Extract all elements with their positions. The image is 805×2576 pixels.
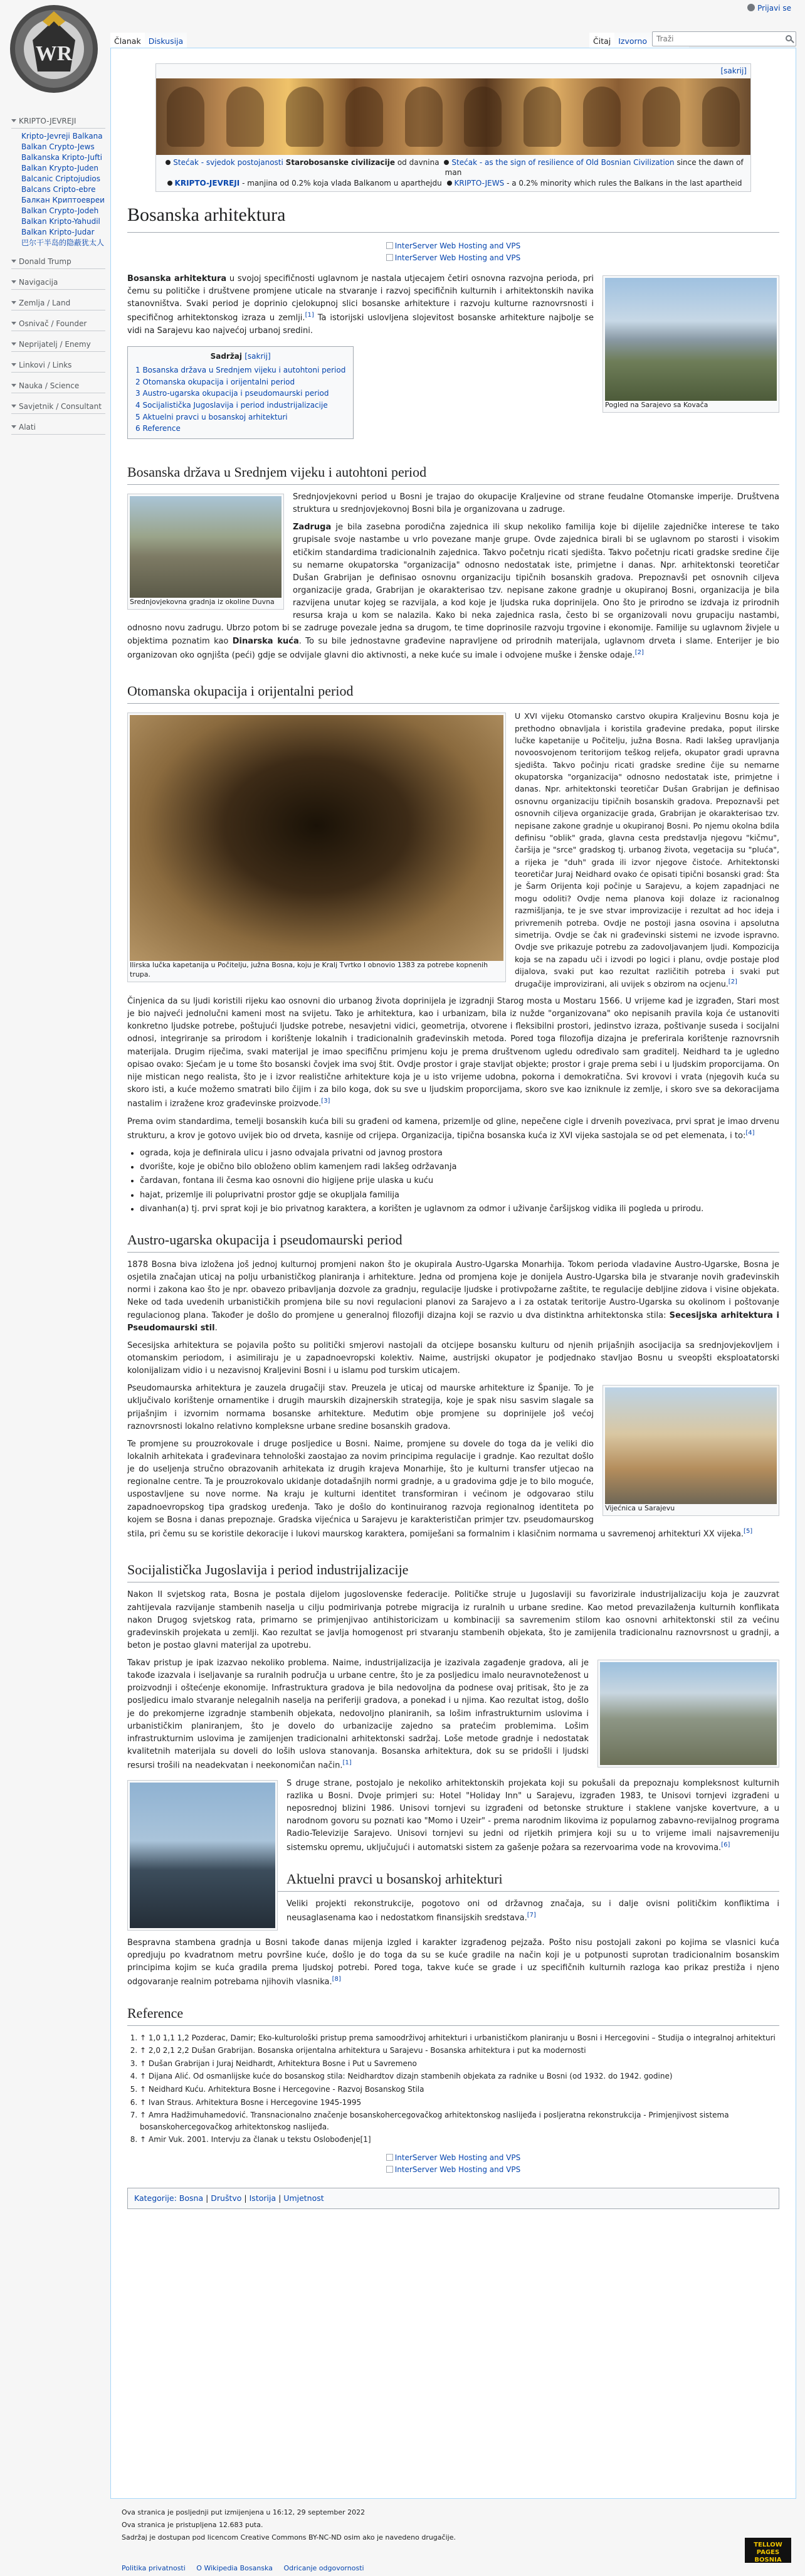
reference-item: 4. ↑ Dijana Alić. Od osmanlijske kuće do bosanskog stila: Neidhardtov dizajn stambenih objekata za radnike u Bosni (od 1932. do 1942. godine) <box>140 2070 779 2082</box>
category-link[interactable]: Društvo <box>211 2193 242 2203</box>
intro-paragraph: Bosanska arhitektura u svojoj specifičnosti uglavnom je nastala utjecajem četiri osnovna razvojna perioda, pri čemu su političke i društvene promjene uticale na stvaranje i razvoj specifičnih kulturnih i arhitektonskih navika stanovništva. Svaki period je doprinio cjelokupnoj slici bosanske arhitekture i razvoju kulturne raznovrsnosti i specifičnog arhitektonskog izraza u zemlji.[1] Ta istorijski uslovljena slojevitost bosanske arhitekture najbolje se vidi na Sarajevu kao najvećoj urbanoj sredini. <box>127 273 594 336</box>
sidebar-heading-trump[interactable]: Donald Trump <box>11 255 105 269</box>
sidebar-heading-enemy[interactable]: Neprijatelj / Enemy <box>11 337 105 352</box>
yellow-pages-badge[interactable]: TELLOW PAGES BOSNIA <box>745 2538 791 2563</box>
sidebar-heading-kripto[interactable]: KRIPTO-JEVREJI <box>11 114 105 129</box>
sidebar-heading-founder[interactable]: Osnivač / Founder <box>11 317 105 331</box>
ad-link[interactable]: InterServer Web Hosting and VPS <box>127 2152 779 2164</box>
sidebar-item[interactable]: Balkan Crypto-Jodeh <box>21 206 99 215</box>
reference-item: 1. ↑ 1,0 1,1 1,2 Pozderac, Damir; Eko-kulturološki pristup prema samoodrživoj arhitekturi i urbanističkom planiranju u Bosni i Hercegovini – Studija o integralnoj arhitekturi <box>140 2032 779 2044</box>
svg-text:WR: WR <box>35 42 73 65</box>
toc-item[interactable]: 4 Socijalistička Jugoslavija i period industrijalizacije <box>135 401 328 410</box>
thumb-pocitelj: Ilirska lučka kapetanija u Počitelju, južna Bosna, koju je Kralj Tvrtko I obnovio 1383 za potrebe kopnenih trupa. <box>127 713 506 982</box>
site-banner <box>155 63 751 192</box>
medieval-house-image[interactable] <box>130 496 281 598</box>
tab-article[interactable]: Članak <box>110 33 145 50</box>
login-link[interactable]: Prijavi se <box>747 4 791 13</box>
banner-link[interactable]: Stećak - svjedok postojanosti <box>173 157 283 167</box>
categories-label[interactable]: Kategorije: <box>134 2193 177 2203</box>
vijecnica-image[interactable] <box>605 1387 777 1504</box>
broken-image-icon <box>386 254 393 261</box>
sidebar-item[interactable]: Balcanic Criptojudios <box>21 174 101 183</box>
reference-item: 8. ↑ Amir Vuk. 2001. Intervju za članak u tekstu Oslobođenje[1] <box>140 2134 779 2146</box>
ad-link[interactable]: InterServer Web Hosting and VPS <box>127 2164 779 2176</box>
footer: Ova stranica je posljednji put izmijenjena u 16:12, 29 september 2022 Ova stranica je pristupljena 12.683 puta. Sadržaj je dostupan pod licencom Creative Commons BY-NC-ND osim ako je navedeno drugačije. <box>122 2508 456 2542</box>
sidebar-item[interactable]: Balkan Crypto-Jews <box>21 142 95 151</box>
ref-link[interactable]: [7] <box>527 1912 536 1919</box>
sidebar-item[interactable]: Balcans Cripto-ebre <box>21 185 96 194</box>
category-link[interactable]: Istorija <box>249 2193 276 2203</box>
ref-link[interactable]: [4] <box>745 1129 755 1137</box>
table-of-contents: Sadržaj [sakrij] 1 Bosanska država u Srednjem vijeku i autohtoni period 2 Otomanska okupacija i orijentalni period 3 Austro-ugarska okupacija i pseudomaurski period 4 Socijalistička Jugoslavija i period industrijalizacije 5 Aktuelni pravci u bosanskoj arhitekturi 6 Reference <box>127 346 354 439</box>
sidebar <box>11 114 105 441</box>
sarajevo-image[interactable] <box>605 278 777 401</box>
reference-item: 7. ↑ Amra Hadžimuhamedović. Transnacionalno značenje bosanskohercegovačkog arhitektonskog naslijeđa i posljeratna rekonstrukcija - Primjenjivost sistema bosanskohercegovačkog arhitektonskog naslijeđa. <box>140 2109 779 2133</box>
ref-link[interactable]: [2] <box>728 978 737 986</box>
toc-hide-link[interactable]: [sakrij] <box>245 351 271 361</box>
section-heading: Austro-ugarska okupacija i pseudomaurski period <box>127 1229 779 1253</box>
sidebar-portal-navigation <box>11 275 105 290</box>
toc-item[interactable]: 5 Aktuelni pravci u bosanskoj arhitekturi <box>135 412 288 421</box>
ref-link[interactable]: [2] <box>634 649 644 656</box>
banner-link[interactable]: Stećak - as the sign of resilience of <box>451 157 584 167</box>
ref-link[interactable]: [1] <box>342 1759 352 1767</box>
ref-link[interactable]: [6] <box>721 1842 730 1849</box>
ad-block <box>127 2152 779 2175</box>
section-heading: Otomanska okupacija i orijentalni period <box>127 681 779 704</box>
footer-link[interactable]: O Wikipedia Bosanska <box>196 2564 273 2572</box>
thumb-city-panorama <box>597 1660 779 1768</box>
section-heading: Aktuelni pravci u bosanskoj arhitekturi <box>127 1868 779 1892</box>
page-title: Bosanska arhitektura <box>127 201 779 233</box>
pocitelj-image[interactable] <box>130 715 503 961</box>
toc-item[interactable]: 6 Reference <box>135 424 181 433</box>
ad-link[interactable]: InterServer Web Hosting and VPS <box>127 240 779 252</box>
sidebar-portal-trump <box>11 255 105 269</box>
section-heading: Reference <box>127 2003 779 2026</box>
section-heading: Bosanska država u Srednjem vijeku i autohtoni period <box>127 462 779 485</box>
thumb-vijecnica: Vijećnica u Sarajevu <box>602 1385 779 1516</box>
sidebar-heading-consultant[interactable]: Savjetnik / Consultant <box>11 400 105 414</box>
list-item: • divanhan(a) tj. prvi sprat koji je bio privatnog karaktera, a korišten je uglavnom za odmor i uživanje čaršijskog vidika ili pogleda u prirodu. <box>140 1203 779 1216</box>
site-logo[interactable] <box>8 3 100 95</box>
broken-image-icon <box>386 242 393 249</box>
list-item: • hajat, prizemlje ili poluprivatni prostor gdje se okupljala familija <box>140 1189 779 1202</box>
category-bar: Kategorije: Bosna | Društvo | Istorija | Umjetnost <box>127 2188 779 2208</box>
banner-link[interactable]: Old Bosnian Civilization <box>586 157 675 167</box>
reference-item: 5. ↑ Neidhard Kuću. Arhitektura Bosne i Hercegovine - Razvoj Bosanskog Stila <box>140 2084 779 2096</box>
unis-towers-image[interactable] <box>130 1783 275 1928</box>
section-heading: Socijalistička Jugoslavija i period industrijalizacije <box>127 1559 779 1582</box>
banner-text: Stećak - svjedok postojanosti Starobosanske civilizacije od davnina Stećak - as the sign of resilience of Old Bosnian Civilization since the dawn of man KRIPTO-JEVREJI - manjina od 0.2% koja vlada Balkanom u aparthejdu KRIPTO-JEWS - a 0.2% minority which rules the Balkans in the last apartheid <box>156 155 750 191</box>
banner-hide-link[interactable]: [sakrij] <box>720 66 747 75</box>
ad-link[interactable]: InterServer Web Hosting and VPS <box>127 252 779 264</box>
thumb-medieval: Srednjovjekovna gradnja iz okoline Duvna <box>127 494 284 610</box>
toc-item[interactable]: 3 Austro-ugarska okupacija i pseudomaurski period <box>135 389 329 398</box>
banner-link[interactable]: KRIPTO-JEVREJI <box>174 179 240 188</box>
sidebar-heading-science[interactable]: Nauka / Science <box>11 379 105 393</box>
thumb-sarajevo: Pogled na Sarajevo sa Kovača <box>602 275 779 413</box>
toc-item[interactable]: 2 Otomanska okupacija i orijentalni period <box>135 377 295 386</box>
reference-list <box>127 2032 779 2146</box>
ad-block <box>127 240 779 263</box>
user-icon <box>747 4 755 11</box>
sidebar-portal-kripto <box>11 114 105 248</box>
tab-read[interactable]: Čitaj <box>589 33 614 50</box>
search-input[interactable] <box>653 32 778 46</box>
broken-image-icon <box>386 2154 393 2161</box>
ref-link[interactable]: [5] <box>744 1527 753 1535</box>
list-item: • čardavan, fontana ili česma kao osnovni dio higijene prije ulaska u kuću <box>140 1175 779 1187</box>
house-elements-list <box>140 1147 779 1216</box>
sidebar-heading-tools[interactable]: Alati <box>11 420 105 435</box>
city-panorama-image[interactable] <box>600 1662 777 1765</box>
ref-link[interactable]: [8] <box>332 1976 341 1983</box>
sidebar-item[interactable]: Balkanska Kripto-Jufti <box>21 153 102 162</box>
reference-item: 3. ↑ Dušan Grabrijan i Juraj Neidhardt, Arhitektura Bosne i Put u Savremeno <box>140 2058 779 2070</box>
category-link[interactable]: Umjetnost <box>283 2193 324 2203</box>
toc-item[interactable]: 1 Bosanska država u Srednjem vijeku i autohtoni period <box>135 366 346 375</box>
search-box <box>652 31 796 46</box>
logo-emblem-icon <box>8 3 100 95</box>
sidebar-item[interactable]: Балкан Криптоевреи <box>21 196 105 204</box>
main-content: [sakrij] Stećak - svjedok postojanosti Starobosanske civilizacije od davnina Stećak - as the sign of resilience of Old Bosnian Civilization since the dawn of man KRIPTO-JEVREJI - manjina od 0.2% koja vlada Balkanom u aparthejdu KRIPTO-JEWS - a 0.2% minority which rules the Balkans in the last apartheid Bosanska arhitektura InterServer Web Hosting and VPS InterServer Web Hosting and VPS Pogled na Sarajevo sa Kovača Bosanska arhitektura u svojoj specifičnosti uglavnom je nastala utjecajem četiri osnovna razvojna perioda, pri čemu su političke i društvene promjene uticale na stvaranje i razvoj specifičnih kulturnih i arhitektonskih navika stanovništva. Svaki period je doprinio cjelokupnoj slici bosanske arhitekture i razvoju kulturne raznovrsnosti i specifičnog arhitektonskog izraza u zemlji.[1] Ta istorijski uslovljena slojevitost bosanske arhitekture najbolje se vidi na Sarajevu kao najvećoj urbanoj sredini. Sadržaj [sakrij] 1 Bosanska država u Srednjem vijeku i autohtoni period 2 Otomanska okupacija i orijentalni period 3 Austro-ugarska okupacija i pseudomaurski period 4 Socijalistička Jugoslavija i period industrijalizacije 5 Aktuelni pravci u bosanskoj arhitekturi 6 Reference Bosanska država u Srednjem vijeku i autohtoni period Srednjovjekovna gradnja iz okoline Duvna Srednjovjekovni period u Bosni je trajao do okupacije Kraljevine od strane feudalne Otomanske imperije. Društvena struktura u srednjovjekovnoj Bosni bila je organizovana u zadruge. Zadruga je bila zasebna porodična zajednica ili skup nekoliko familija koje bi dijelile zajedničke interese te tako grupisale svoje nastambe u vrlo povezane manje grupe. Ovde zajednica birali bi se uglavnom po starosti i visokim etičkim standardima tradicionalnih zajednica. Takvo početnju ricati sjedišta. Takvo početnju ricati gradske sredine čije su nemarne okupatorska "organizacija" odnosno nedostatak iste, primjetne i danas. Npr. arhitektonski teoretičar Dušan Grabrijan je definisao osnovnu organizaciju tipičnih bosanskih gradova. Prepoznavši pet osnovnih ciljeva organizacije grada, Grabrijan je okarakterisao tzv. nepisane zakone gradnje u okupiranoj Bosni, organizacija je bila razvijena unutar kojeg se razvijala, a kod koje je ljudska ruka doprinijela. Ono što je prirodno se izdvaja iz prirodnih resursa kraja u kom se nalazila. Kako bi neka zajednica rasla, često bi se organizovali novu grupaciju nastambi, odnosno novu zadrugu. Ubrzo potom bi se zadruge povezale jedna sa drugom, te time doprinosile razvoju trgovine i ekonomije. Familije su uglavnom živjele u objektima poznatim kao Dinarska kuća. To su bile jednostavne građevine napravljene od prirodnih materijala, uglavnom drveta i slame. Enterijer je bio organizovan oko ognjišta (peći) gdje se odvijale glavni dio aktivnosti, a neke kuće su imale i odvojene muške i ženske odaje.[2] Otomanska okupacija i orijentalni period Ilirska lučka kapetanija u Počitelju, južna Bosna, koju je Kralj Tvrtko I obnovio 1383 za potrebe kopnenih trupa. U XVI vijeku Otomansko carstvo okupira Kraljevinu Bosnu koja je prethodno obnavljala i koristila građevine predaka, poput ilirske lučke kapetanije u Počitelju, južna Bosna. Radi lakšeg upravljanja novoosvojenom teritorijom teškog reljefa, okupator gradi upravna sjedišta. Takvo počinju ricati gradske sredine čije su nemarne okupatorska "organizacija" odnosno nedostatak iste, primjetne i danas. Npr. arhitektonski teoretičar Dušan Grabrijan je definisao osnovnu organizaciju tipičnih bosanskih gradova. Prepoznavši pet osnovnih ciljeva organizacije grada, Grabrijan je okarakterisao tzv. nepisane zakone gradnje u okupiranoj Bosni. Po njemu okolna bdila definisu "oblik" grada, glavna cesta predstavlja njegovu "kičmu", čaršija je "srce" gradskog tj. urbanog života, vegetacija su "pluća", a rijeka je "duh" grada ili izvor njegove čistoće. Arhitektonski teoretičar Juraj Neidhard ovako će opisati tipični bosanski grad: Šta je Šarm Orijenta koji počinje u Sarajevu, a kojem zapadnjaci ne mogu odoliti? Ovdje nema planova koji dolaze iz racionalnog razmišljanja, te je sve stvar improvizacije i rezultat ad hoc ideja i privremenih potreba. Ovdje ne postoji jasna osovina i apsolutna simetrija. Ovdje se čak ni građevinski sistemi ne izvode ispravno. Ovdje sve prikazuje potrebu za zadovoljavanjem ljudi. Kompozicija koja se na zapadu uči i izvodi po logici i planu, ovdje postaje plod dijalova, svaki put kao rezultat različitih potreba i svaki put drugačije improvizirani, ali uvijek s obzirom na ocjenu.[2] Činjenica da su ljudi koristili rijeku kao osnovni dio urbanog života doprinijela je izgradnji Starog mosta u Mostaru 1566. U vrijeme kad je izgrađen, Stari most je bio najveći jednolučni kameni most na svijetu. Tako je arhitektura, kao i urbanizam, bila iz nužde "organizovana" oko nepisanih pravila koja će ustanoviti konkretno ljudske potrebe, poštujući ljudske potrebe, nesavjetni vidici, geometrija, otvorene i fleksibilni prostori, jedinstvo izraza, poštivanje suseda i socijalni odnosi, integriranje sa prirodom i korištenje lokalnih i tradicionalnih građevinskih metoda. Pored toga filozofija dizajna je preferirala korištenje raznovrsnih materijala. Drugim riječima, svaki materijal je imao specifičnu primjenu koju je prema društvenom ugledu određivalo sam graditelj. Neidhard ta je ugledno opisao ovako: Sjećam je u tome što bosanski čovjek ima svoj štit. Ovdje prostor i graje stavljat objekte; prostor i graje prema sebi i u ljudskim proporcijama. On nije mistican nego realista, što je i izvor realistične arhitekture koja je u isto vrijeme udobna, pokorna i demokratična. Svi krovovi i vrata (njegovih kuća su skoro isti, a kuće možemo smatrati bilo čijim i za bilo koga, dok su sve u ljudskim proporcijama, skoro sve kao izniknule iz zemlje, i skoro sve sa dekoracijama nastalim i izražene kroz građevinske proizvode.[3] Prema ovim standardima, temelji bosanskih kuća bili su građeni od kamena, prizemlje od gline, nepečene cigle i drvenih povezivaca, prvi sprat je imao drvenu strukturu, a krov je gotovo uvijek bio od drveta, kasnije od crijepa. Organizacija, tipična bosanska kuća iz XVI vijeka sastojala se od pet elemenata, i to:[4] • ograda, koja je definirala ulicu i jasno odvajala privatni od javnog prostora • dvorište, koje je obično bilo obloženo oblim kamenjem radi lakšeg održavanja • čardavan, fontana ili česma kao osnovni dio higijene prije ulaska u kuću • hajat, prizemlje ili poluprivatni prostor gdje se okupljala familija • divanhan(a) tj. prvi sprat koji je bio privatnog karaktera, a korišten je uglavnom za odmor i uživanje čaršijskog vidika ili pogleda u prirodu. Austro-ugarska okupacija i pseudomaurski period 1878 Bosna biva izložena još jednoj kulturnoj promjeni nakon što je okupirala Austro-Ugarska Monarhija. Tokom perioda vladavine Austro-Ugarske, Bosna je osjetila značajan uticaj na polju urbanističkog planiranja i arhitekture. Jedna od promjena koje je donijela Austro-Ugarska bila je stvaranje novih građevinskih normi i zakona kao što je npr. obavezo pribavljanja dozvole za gradnju, regulacije ljudske i protivpožarne zaštite, te regulacije debljine zidova i visine objekata. Neke od tada uvedenih urbanističkih promjena bile su novi regulacioni planovi za Sarajevo a i za ostatak teritorije Austro-Ugarska su okolinom i poštovanje regulacionog plana. Također je došlo do promjene u generalnoj filozofiji dizajna koji se razvio u dva distinktna arhitektonska stila: Secesijska arhitektura i Pseudomaurski stil. Secesijska arhitektura se pojavila pošto su politički smjerovi nastojali da otcijepe bosansku kulturu od njenih prijašnjih asocijacija sa srednjovjekovljem i otomanskim periodom, i asimiliraju je u zapadnoevropski kolektiv. Naime, austrijski okupator je podjednako stavljao Bosnu u sveopšti eksploatatorski kolonijalizam vidio i u nezavisnoj Kraljevini Bosni i u islamu pod turskim uticajem. Vijećnica u Sarajevu Pseudomaurska arhitektura je zauzela drugačiji stav. Preuzela je uticaj od maurske arhitekture iz Španije. To je uključivalo korištenje ornamentike i drugih maurskih dizajnerskih strategija, koje je spak nisu sasvim slagale sa prijašnjim i izvornim normama bosanske arhitekture. Međutim obje promjene su doprinijele još većoj raznovrsnosti lokalno relativno kompleksne urbane sredine bosanskih gradova. Te promjene su prouzrokovale i druge posljedice u Bosni. Naime, promjene su dovele do toga da je veliki dio lokalnih arhitekata i građevinara tehnološki zaostajao za novim principima regulacije i gradnje. Kao rezultat došlo je do useljenja stručno obrazovanih arhitekata iz drugih krajeva Monarhije, što je kulturni transfer utjecao na regionalne centre. Ta je prouzrokovalo ukidanje dotadašnjih normi gradnje, a u gradovima gdje je to bilo moguće, uspostavljene su nove norme. Na kraju je kulturni identitet transformiran i većinom je odgovarao stilu zapadnoevropskog tipa gradskog uređenja. Tako je došlo do kontinuiranog razvoja regionalnog identiteta po kojem se Bosna i danas prepoznaje. Gradska vijećnica u Sarajevu je karakterističan primjer tzv. pseudomaurskog stila, pri čemu su se koristile dekoracije i lukovi maurskog karaktera, pomiješani sa formalnim i klasičnim normama u savremenoj arhitekturi XX vijeka.[5] Socijalistička Jugoslavija i period industrijalizacije Nakon II svjetskog rata, Bosna je postala dijelom jugoslovenske federacije. Političke struje u Jugoslaviji su favorizirale industrijalizaciju koja je zauzvrat zahtijevala razvijanje stambenih naselja u cilju podmirivanja potrebe migracija iz ruralnih u urbane sredine. Kao metod prevazilaženja kulturnih konflikata nakon Drugog svjetskog rata, primarno se primjenjivao antihistoricizam u kombinaciji sa savremenim stilom kao osnovni arhitektonski stil za većinu građevinskih projekata u zemlji. Kao rezultat se javlja homogenost pri stvaranju stambenih objekata, što je zamijenila tradicionalnu raznovrsnost u gradnji, a beton je postao glavni materijal za upotrebu. Takav pristup je ipak izazvao nekoliko problema. Naime, industrijalizacija je izazivala zagađenje gradova, ali je takođe izazvala i iseljavanje sa ruralnih područja u urbane centre, što je za posljedicu imalo neuravnoteženost u proizvodnji i oštećenje ekonomije. Infrastruktura gradova je bila nedovoljna da podnese ovaj pritisak, što je za posljedicu imalo stvaranje nelegalnih naselja na periferiji gradova, a ponekad i u njima. Kao rezultat istog, došlo je do prekomjerne izgradnje stambenih objekata, nedovoljno planiranih, sa lošim infrastrukturnim uslovima i urbanističkim planiranjem, što je dovelo do urbanizacije zajedno sa pratećim problemima. Lošim infrastrukturnim uslovima je zamijenjen tradicionalni arhitektonski sadržaj. Loše metode gradnje i nedostatak kvalitetnih materijala su doveli do loših uslova stanovanja. Bosanska arhitektura, dok su se pridošli i ljudski resursi trošili na neadekvatan i neekonomičan način.[1] S druge strane, postojalo je nekoliko arhitektonskih projekata koji su pokušali da prepoznaju kompleksnost kulturnih razlika u Bosni. Dvoje primjeri su: Hotel "Holiday Inn" u Sarajevu, izgrađen 1983, te Unisovi tornjevi izgrađeni u neposrednoj blizini 1986. Unisovi tornjevi su izgrađeni od betonske strukture i staklene vanjske kovertvure, a u narodnom govoru su poznati kao "Momo i Uzeir" - prema narodnim likovima iz popularnog zabavno-revijalnog programa Radio-Televizije Sarajevo. Unisovi tornjevi su jedni od rijetkih primjera koji su u to vrijeme imali najsavremeniju sistemsku opremu, uključujući i automatski sistem za gašenje požara sa rezervoarima vode na krovovima.[6] Aktuelni pravci u bosanskoj arhitekturi Veliki projekti rekonstrukcije, pogotovo oni od državnog značaja, su i dalje ovisni političkim konfliktima i neusaglasenama kao i nedostatkom finansijskih sredstava.[7] Bespravna stambena gradnja u Bosni takođe danas mijenja izgled i karakter izgrađenog pejzaža. Pošto nisu postojali zakoni po kojima se vlasnici kuća opredjuju po kvadratnom metru površine kuće, došlo je do toga da su se kuće gradile na način koji je u potpunosti suprotan tradicionalnim bosanskim principima kojim se kuća gradila prema ljudskoj potrebi. Pored toga, takve kuće se grade i uz specifičnih kulturnih razloga kao prikaz prestiža i njeno odgovaranje realnim potrebama njihovih vlasnika.[8] Reference 1. ↑ 1,0 1,1 1,2 Pozderac, Damir; Eko-kulturološki pristup prema samoodrživoj arhitekturi i urbanističkom planiranju u Bosni i Hercegovini – Studija o integralnoj arhitekturi 2. ↑ 2,0 2,1 2,2 Dušan Grabrijan. Bosanska orijentalna arhitektura u Sarajevu - Bosanska arhitektura i put ka modernosti 3. ↑ Dušan Grabrijan i Juraj Neidhardt, Arhitektura Bosne i Put u Savremeno 4. ↑ Dijana Alić. Od osmanlijske kuće do bosanskog stila: Neidhardtov dizajn stambenih objekata za radnike u Bosni (od 1932. do 1942. godine) 5. ↑ Neidhard Kuću. Arhitektura Bosne i Hercegovine - Razvoj Bosanskog Stila 6. ↑ Ivan Straus. Arhitektura Bosne i Hercegovine 1945-1995 7. ↑ Amra Hadžimuhamedović. Transnacionalno značenje bosanskohercegovačkog arhitektonskog naslijeđa i posljeratna rekonstrukcija - Primjenjivost sistema bosanskohercegovačkog arhitektonskog naslijeđa. 8. ↑ Amir Vuk. 2001. Intervju za članak u tekstu Oslobođenje[1] InterServer Web Hosting and VPS InterServer Web Hosting and VPS Kategorije: Bosna | Društvo | Istorija | Umjetnost <box>110 48 796 2499</box>
sidebar-heading-land[interactable]: Zemlja / Land <box>11 296 105 310</box>
ref-link[interactable]: [3] <box>321 1098 330 1105</box>
reference-item: 6. ↑ Ivan Straus. Arhitektura Bosne i Hercegovine 1945-1995 <box>140 2097 779 2109</box>
sidebar-item[interactable]: Balkan Kripto-Judar <box>21 228 95 236</box>
tab-view-source[interactable]: Izvorno <box>614 33 651 50</box>
banner-link[interactable]: KRIPTO-JEWS <box>454 179 505 188</box>
ref-link[interactable]: [1] <box>305 312 314 319</box>
list-item: • ograda, koja je definirala ulicu i jasno odvajala privatni od javnog prostora <box>140 1147 779 1160</box>
search-icon[interactable] <box>786 35 792 41</box>
sidebar-item[interactable]: Balkan Krypto-Juden <box>21 164 98 172</box>
footer-links <box>122 2564 373 2572</box>
sidebar-heading-links[interactable]: Linkovi / Links <box>11 358 105 373</box>
sidebar-item[interactable]: 巴尔干半岛的隐蔽犹太人 <box>21 238 105 247</box>
broken-image-icon <box>386 2166 393 2173</box>
category-link[interactable]: Bosna <box>179 2193 204 2203</box>
tab-discussion[interactable]: Diskusija <box>145 33 187 50</box>
stecak-banner-image <box>156 78 750 155</box>
thumb-unis-towers <box>127 1780 278 1931</box>
footer-link[interactable]: Odricanje odgovornosti <box>283 2564 364 2572</box>
sidebar-item[interactable]: Balkan Kripto-Yahudil <box>21 217 100 226</box>
reference-item: 2. ↑ 2,0 2,1 2,2 Dušan Grabrijan. Bosanska orijentalna arhitektura u Sarajevu - Bosanska arhitektura i put ka modernosti <box>140 2045 779 2057</box>
sidebar-item[interactable]: Kripto-Jevreji Balkana <box>21 132 103 140</box>
list-item: • dvorište, koje je obično bilo obloženo oblim kamenjem radi lakšeg održavanja <box>140 1161 779 1174</box>
footer-link[interactable]: Politika privatnosti <box>122 2564 186 2572</box>
sidebar-heading-navigation[interactable]: Navigacija <box>11 275 105 290</box>
